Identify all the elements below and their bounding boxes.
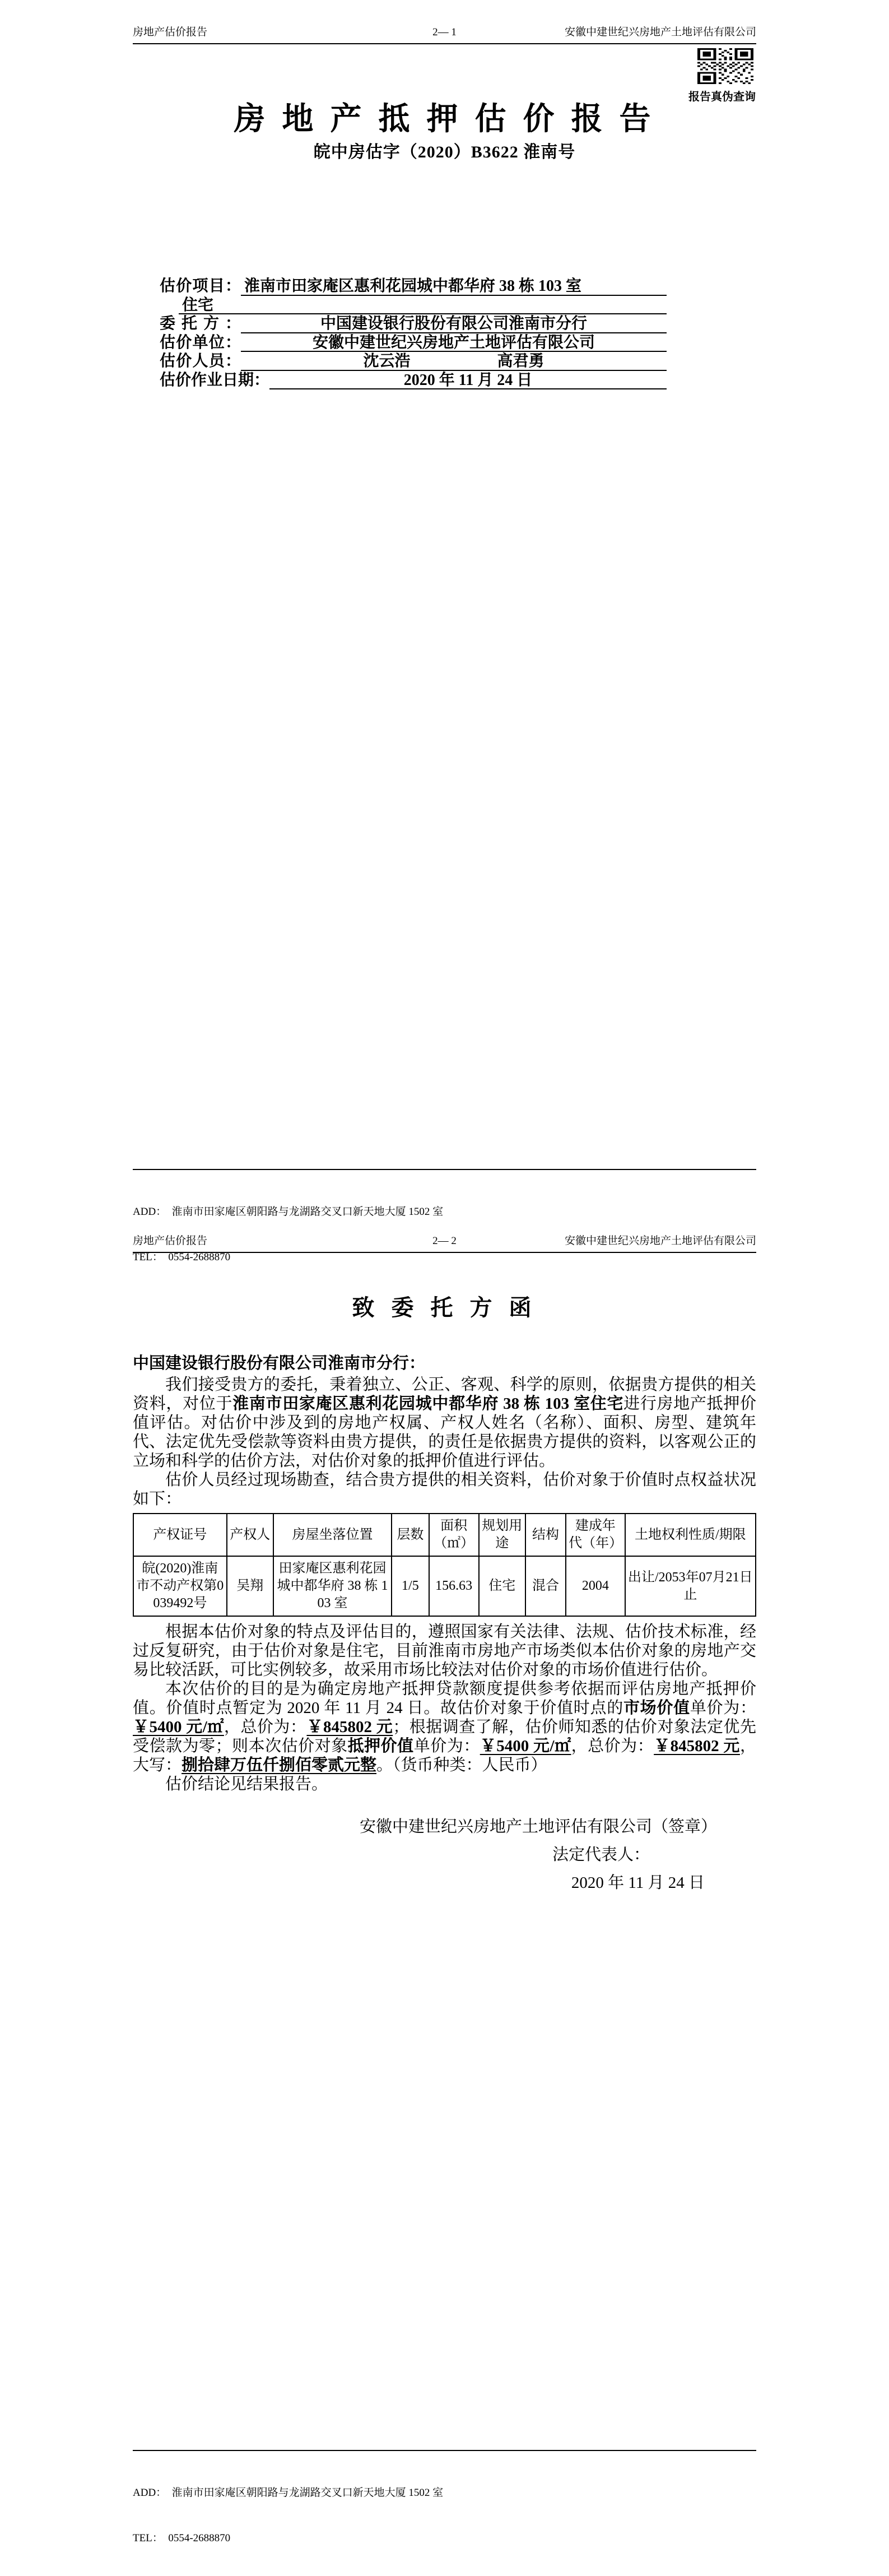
qr-code	[697, 48, 753, 84]
appraiser-2: 高君勇	[497, 352, 544, 370]
field-agency-label: 估价单位：	[160, 333, 241, 351]
letter-title: 致 委 托 方 函	[352, 1295, 537, 1320]
table-cell-cert-no: 皖(2020)淮南市不动产权第0039492号	[133, 1556, 227, 1616]
field-project-continued	[160, 296, 667, 315]
field-client-value: 中国建设银行股份有限公司淮南市分行	[241, 314, 667, 333]
field-project-label: 估价项目：	[160, 277, 241, 295]
table-header-cell: 层数	[392, 1514, 429, 1556]
total-price-value: ￥845802 元	[306, 1718, 393, 1736]
table-header-cell: 规划用途	[479, 1514, 525, 1556]
field-date	[160, 371, 667, 390]
footer-tel: TEL： 0554-2688870	[133, 1251, 231, 1263]
table-header-cell: 面积（㎡）	[429, 1514, 479, 1556]
header-company: 安徽中建世纪兴房地产土地评估有限公司	[564, 26, 756, 38]
signature-company: 安徽中建世纪兴房地产土地评估有限公司（签章）	[359, 1818, 717, 1836]
text-segment: ，总价为：	[224, 1718, 307, 1736]
field-indent-spacer	[160, 296, 179, 315]
table-cell-location: 田家庵区惠利花园城中都华府 38 栋 103 室	[273, 1556, 392, 1616]
header-doc-type: 房地产估价报告	[133, 26, 208, 38]
table-header-cell: 产权证号	[133, 1514, 227, 1556]
field-staff-value	[241, 352, 667, 371]
header-page-number: 2— 1	[432, 26, 457, 38]
header-page-number: 2— 2	[432, 1235, 457, 1247]
mortgage-unit-price-value: ￥5400 元/㎡	[480, 1737, 571, 1755]
report-title: 房 地 产 抵 押 估 价 报 告	[234, 102, 655, 137]
table-header-cell: 土地权利性质/期限	[625, 1514, 756, 1556]
field-client	[160, 314, 667, 333]
amount-in-words: 捌拾肆万伍仟捌佰零贰元整	[181, 1756, 377, 1774]
field-client-label: 委托方：	[160, 315, 241, 332]
table-cell-use: 住宅	[479, 1556, 525, 1616]
field-date-label: 估价作业日期：	[160, 371, 270, 389]
letter-to-client	[133, 1294, 756, 1892]
text-segment-bold: 抵押价值	[347, 1737, 414, 1755]
cover-fields	[160, 277, 667, 389]
text-segment: 。（货币种类：人民币）	[376, 1756, 547, 1774]
table-cell-year: 2004	[566, 1556, 625, 1616]
field-project	[160, 277, 667, 296]
field-staff-label: 估价人员：	[160, 352, 241, 370]
paragraph-4	[133, 1679, 756, 1775]
table-row	[133, 1556, 756, 1616]
text-segment: 我们接受贵方的委托，秉着独立、公正、客观、科学的原则，依据贵方提供的相关资料，对位于	[133, 1376, 756, 1413]
text-segment: 单价为：	[413, 1737, 480, 1755]
table-header-cell: 结构	[525, 1514, 566, 1556]
field-date-value: 2020 年 11 月 24 日	[269, 371, 667, 390]
page1-header	[133, 26, 756, 44]
table-header-cell: 房屋坐落位置	[273, 1514, 392, 1556]
paragraph-2: 估价人员经过现场勘查，结合贵方提供的相关资料，估价对象于价值时点权益状况如下：	[133, 1471, 756, 1508]
footer-address: ADD： 淮南市田家庵区朝阳路与龙湖路交叉口新天地大厦 1502 室	[133, 2487, 444, 2499]
table-cell-structure: 混合	[525, 1556, 566, 1616]
page2-header	[133, 1234, 756, 1253]
text-segment: ；根据调查了解，估价师知悉的估价对象法定优先受偿款为零；则本次估价对象	[133, 1718, 756, 1755]
field-staff	[160, 352, 667, 371]
text-segment-bold: 淮南市田家庵区惠利花园城中都华府 38 栋 103 室住宅	[232, 1395, 624, 1413]
salutation: 中国建设银行股份有限公司淮南市分行：	[133, 1354, 426, 1372]
paragraph-1	[133, 1375, 756, 1470]
unit-price-value: ￥5400 元/㎡	[133, 1718, 224, 1736]
header-doc-type: 房地产估价报告	[133, 1235, 208, 1247]
appraiser-1: 沈云浩	[363, 352, 411, 370]
footer-address: ADD： 淮南市田家庵区朝阳路与龙湖路交叉口新天地大厦 1502 室	[133, 1206, 444, 1218]
text-segment: ，大写：	[133, 1737, 756, 1774]
page1-footer	[133, 1169, 756, 1295]
table-cell-floor: 1/5	[392, 1556, 429, 1616]
text-segment: 单价为：	[690, 1699, 756, 1717]
legal-representative-label: 法定代表人：	[552, 1846, 650, 1864]
field-agency-value: 安徽中建世纪兴房地产土地评估有限公司	[241, 333, 667, 352]
table-cell-area: 156.63	[429, 1556, 479, 1616]
signature-date: 2020 年 11 月 24 日	[571, 1874, 705, 1892]
table-header-cell: 建成年代（年）	[566, 1514, 625, 1556]
report-number: 皖中房估字（2020）B3622 淮南号	[313, 143, 576, 161]
table-cell-land-right: 出让/2053年07月21日止	[625, 1556, 756, 1616]
paragraph-5: 估价结论见结果报告。	[165, 1775, 328, 1793]
header-company: 安徽中建世纪兴房地产土地评估有限公司	[564, 1235, 756, 1247]
footer-tel: TEL： 0554-2688870	[133, 2532, 231, 2544]
field-agency	[160, 333, 667, 352]
table-cell-owner: 吴翔	[227, 1556, 273, 1616]
text-segment-bold: 市场价值	[623, 1699, 690, 1717]
mortgage-total-price-value: ￥845802 元	[654, 1737, 740, 1755]
text-segment: 本次估价的目的是为确定房地产抵押贷款额度提供参考依据而评估房地产抵押价值。价值时点暂定为 2020 年 11 月 24 日。故估价对象于价值时点的	[133, 1680, 756, 1717]
page2-footer	[133, 2450, 756, 2576]
table-header-cell: 产权人	[227, 1514, 273, 1556]
field-project-value-line1: 淮南市田家庵区惠利花园城中都华府 38 栋 103 室	[241, 277, 667, 296]
field-project-value-line2: 住宅	[179, 296, 667, 315]
paragraph-3: 根据本估价对象的特点及评估目的，遵照国家有关法律、法规、估价技术标准，经过反复研究，由于估价对象是住宅，目前淮南市房地产市场类似本估价对象的房地产交易比较活跃，可比实例较多，故采用市场比较法对估价对象的市场价值进行估价。	[133, 1623, 756, 1679]
qr-caption: 报告真伪查询	[688, 91, 756, 103]
table-header-row	[133, 1514, 756, 1556]
text-segment: 进行房地产抵押价值评估。对估价中涉及到的房地产权属、产权人姓名（名称）、面积、房型、建筑年代、法定优先受偿款等资料由贵方提供，的责任是依据贵方提供的资料，以客观公正的立场和科学的估价方法，对估价对象的抵押价值进行评估。	[133, 1395, 756, 1470]
rights-status-table	[133, 1513, 756, 1617]
text-segment: ，总价为：	[571, 1737, 654, 1755]
